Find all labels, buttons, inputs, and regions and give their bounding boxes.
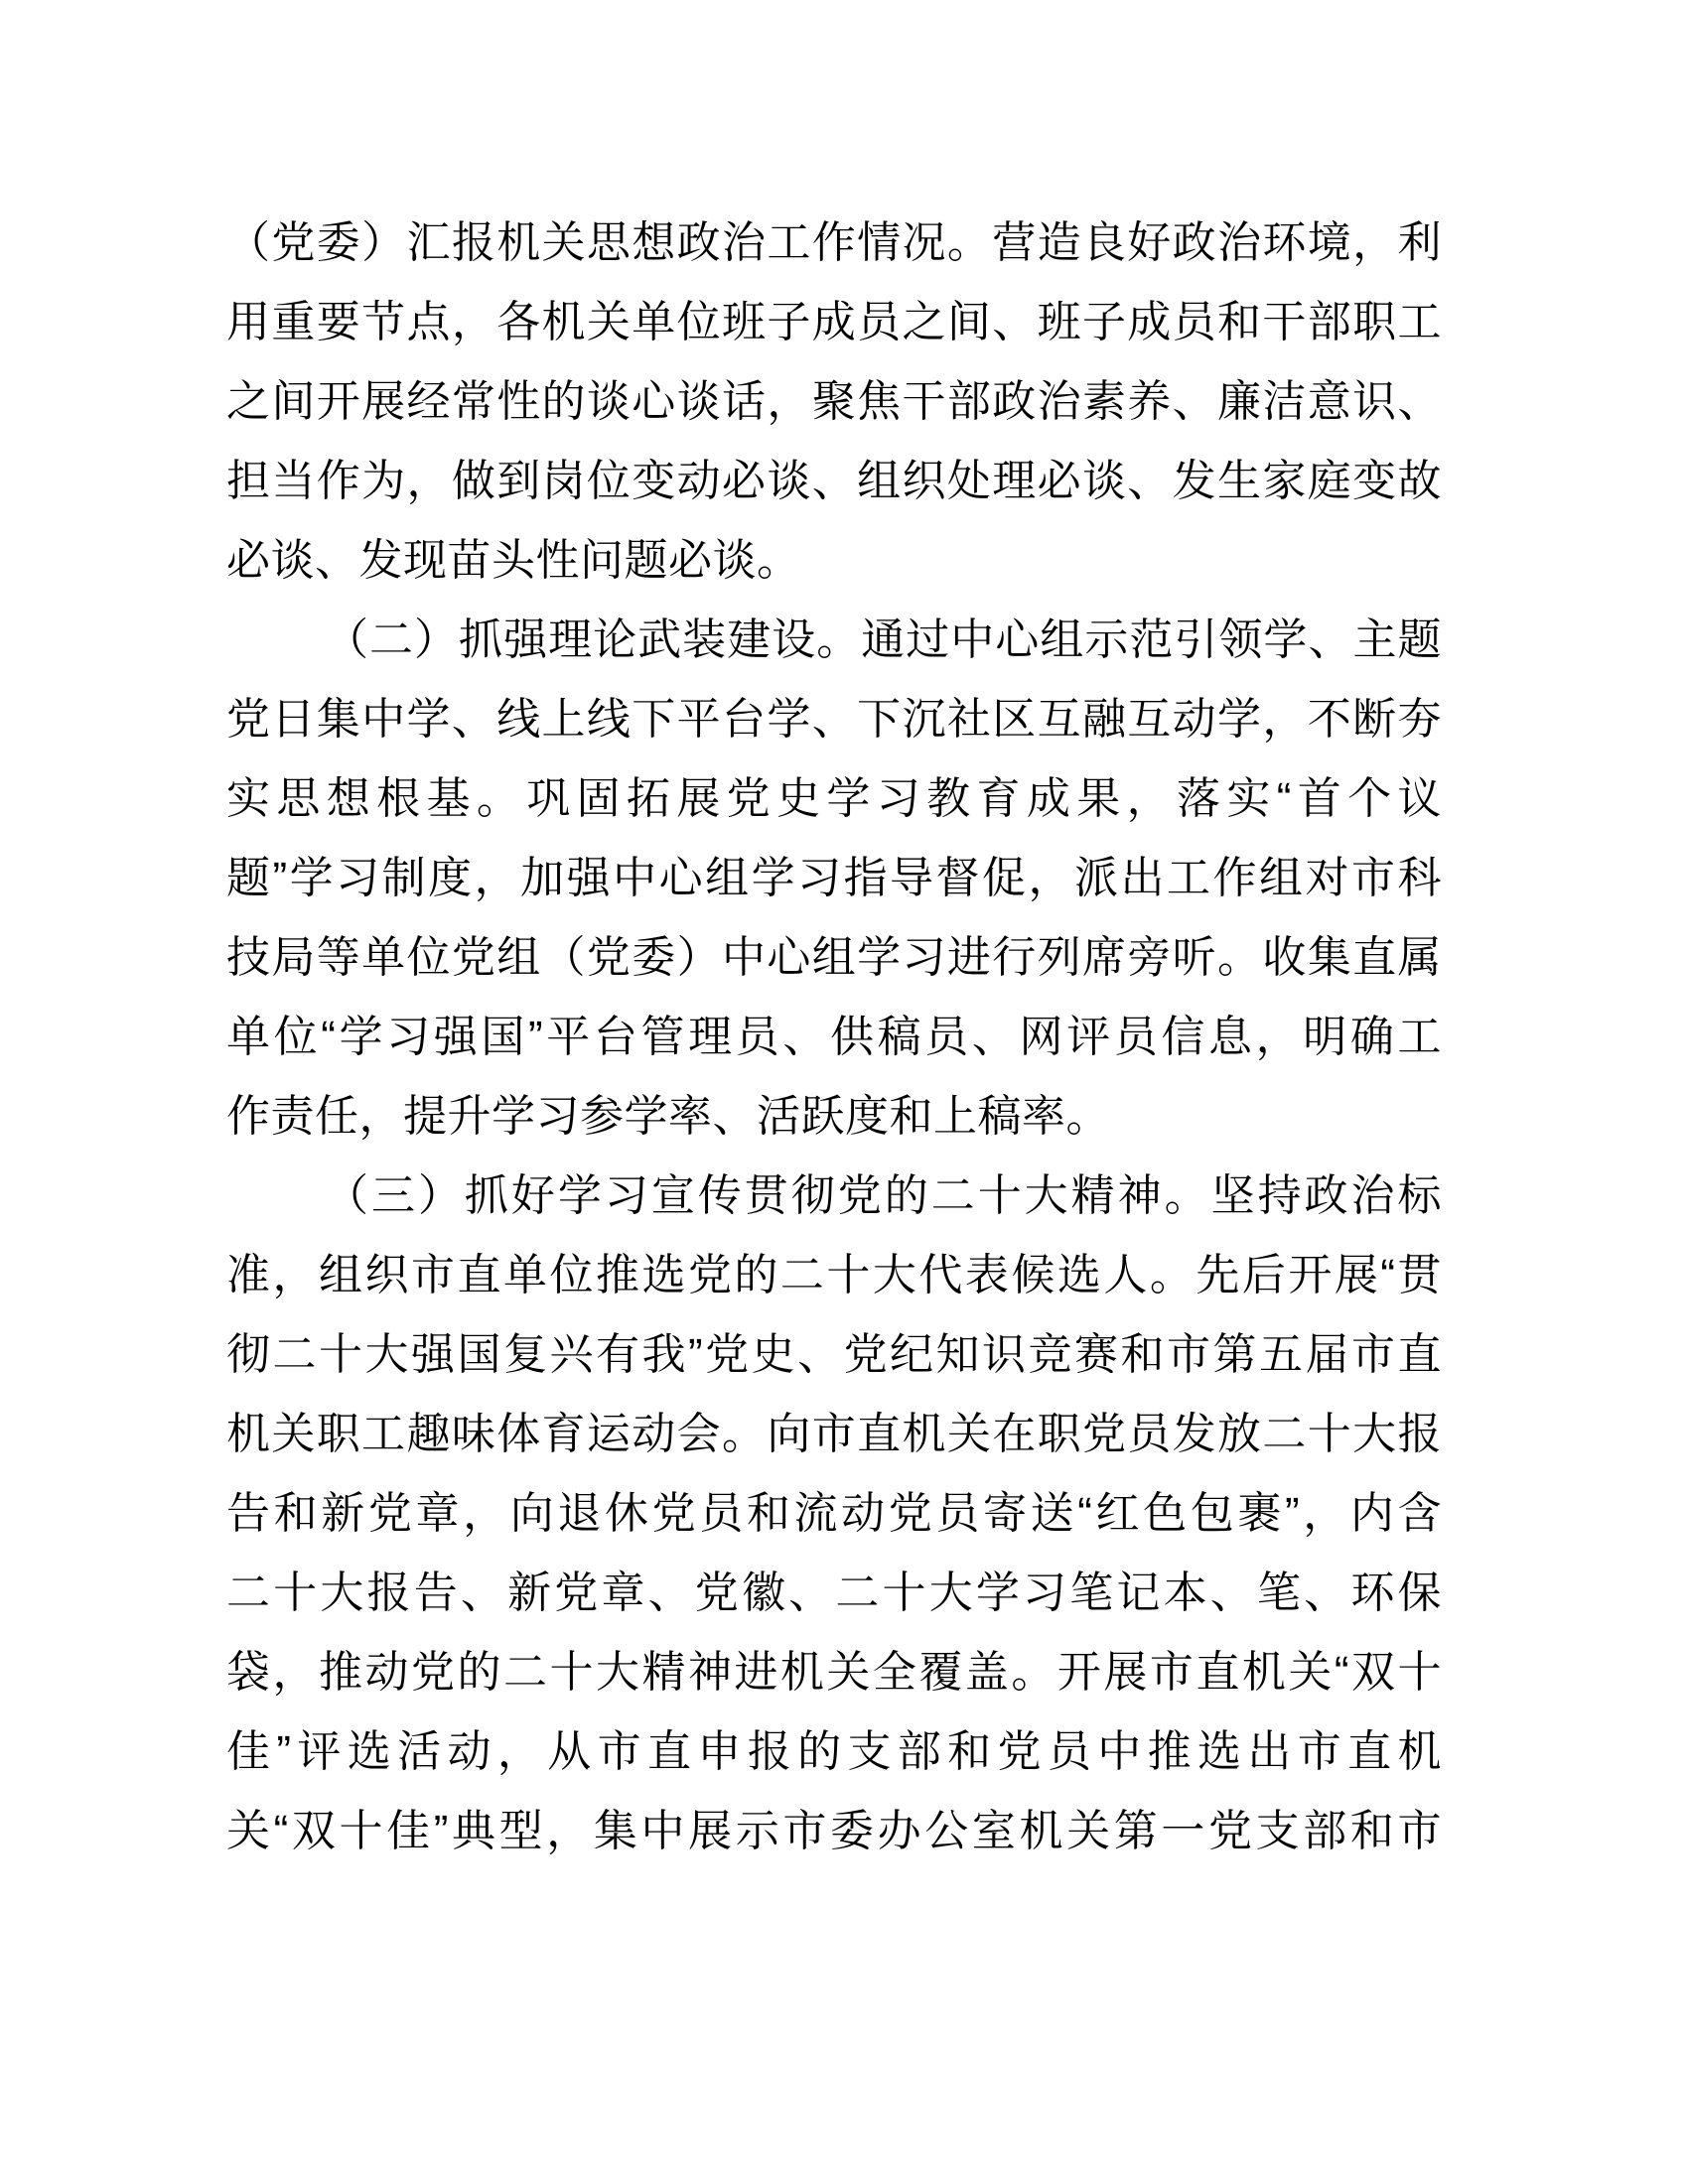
text-line: 党日集中学、线上线下平台学、下沉社区互融互动学，不断夯 — [226, 695, 1442, 744]
text-line: 必谈、发现苗头性问题必谈。 — [226, 536, 801, 585]
text-line: 机关职工趣味体育运动会。向市直机关在职党员发放二十大报 — [226, 1410, 1442, 1458]
text-line: 彻二十大强国复兴有我”党史、党纪知识竞赛和市第五届市直 — [226, 1330, 1442, 1379]
text-line: 担当作为，做到岗位变动必谈、组织处理必谈、发生家庭变故 — [226, 457, 1442, 505]
text-line: 二十大报告、新党章、党徽、二十大学习笔记本、笔、环保 — [226, 1569, 1442, 1617]
text-line: 袋，推动党的二十大精神进机关全覆盖。开展市直机关“双十 — [226, 1648, 1442, 1697]
text-line: 告和新党章，向退休党员和流动党员寄送“红色包裹”，内含 — [226, 1489, 1442, 1538]
text-line: 准，组织市直单位推选党的二十大代表候选人。先后开展“贯 — [226, 1251, 1442, 1299]
text-line: 用重要节点，各机关单位班子成员之间、班子成员和干部职工 — [226, 298, 1442, 346]
paragraph — [226, 1157, 1442, 1871]
text-line: 技局等单位党组（党委）中心组学习进行列席旁听。收集直属 — [226, 933, 1442, 982]
text-line: 关“双十佳”典型，集中展示市委办公室机关第一党支部和市 — [226, 1807, 1442, 1855]
text-line: 题”学习制度，加强中心组学习指导督促，派出工作组对市科 — [226, 854, 1442, 902]
text-line: 实思想根基。巩固拓展党史学习教育成果，落实“首个议 — [226, 774, 1442, 823]
text-line: （党委）汇报机关思想政治工作情况。营造良好政治环境，利 — [226, 218, 1442, 267]
paragraph — [226, 601, 1442, 1157]
text-line: 单位“学习强国”平台管理员、供稿员、网评员信息，明确工 — [226, 1013, 1442, 1061]
paragraph — [226, 204, 1442, 601]
text-line: 佳”评选活动，从市直申报的支部和党员中推选出市直机 — [226, 1727, 1442, 1776]
document-body-text — [226, 204, 1442, 1871]
text-line: 之间开展经常性的谈心谈话，聚焦干部政治素养、廉洁意识、 — [226, 377, 1442, 426]
text-line: 作责任，提升学习参学率、活跃度和上稿率。 — [226, 1092, 1110, 1141]
text-line: （二）抓强理论武装建设。通过中心组示范引领学、主题 — [325, 615, 1442, 664]
text-line: （三）抓好学习宣传贯彻党的二十大精神。坚持政治标 — [325, 1171, 1442, 1220]
